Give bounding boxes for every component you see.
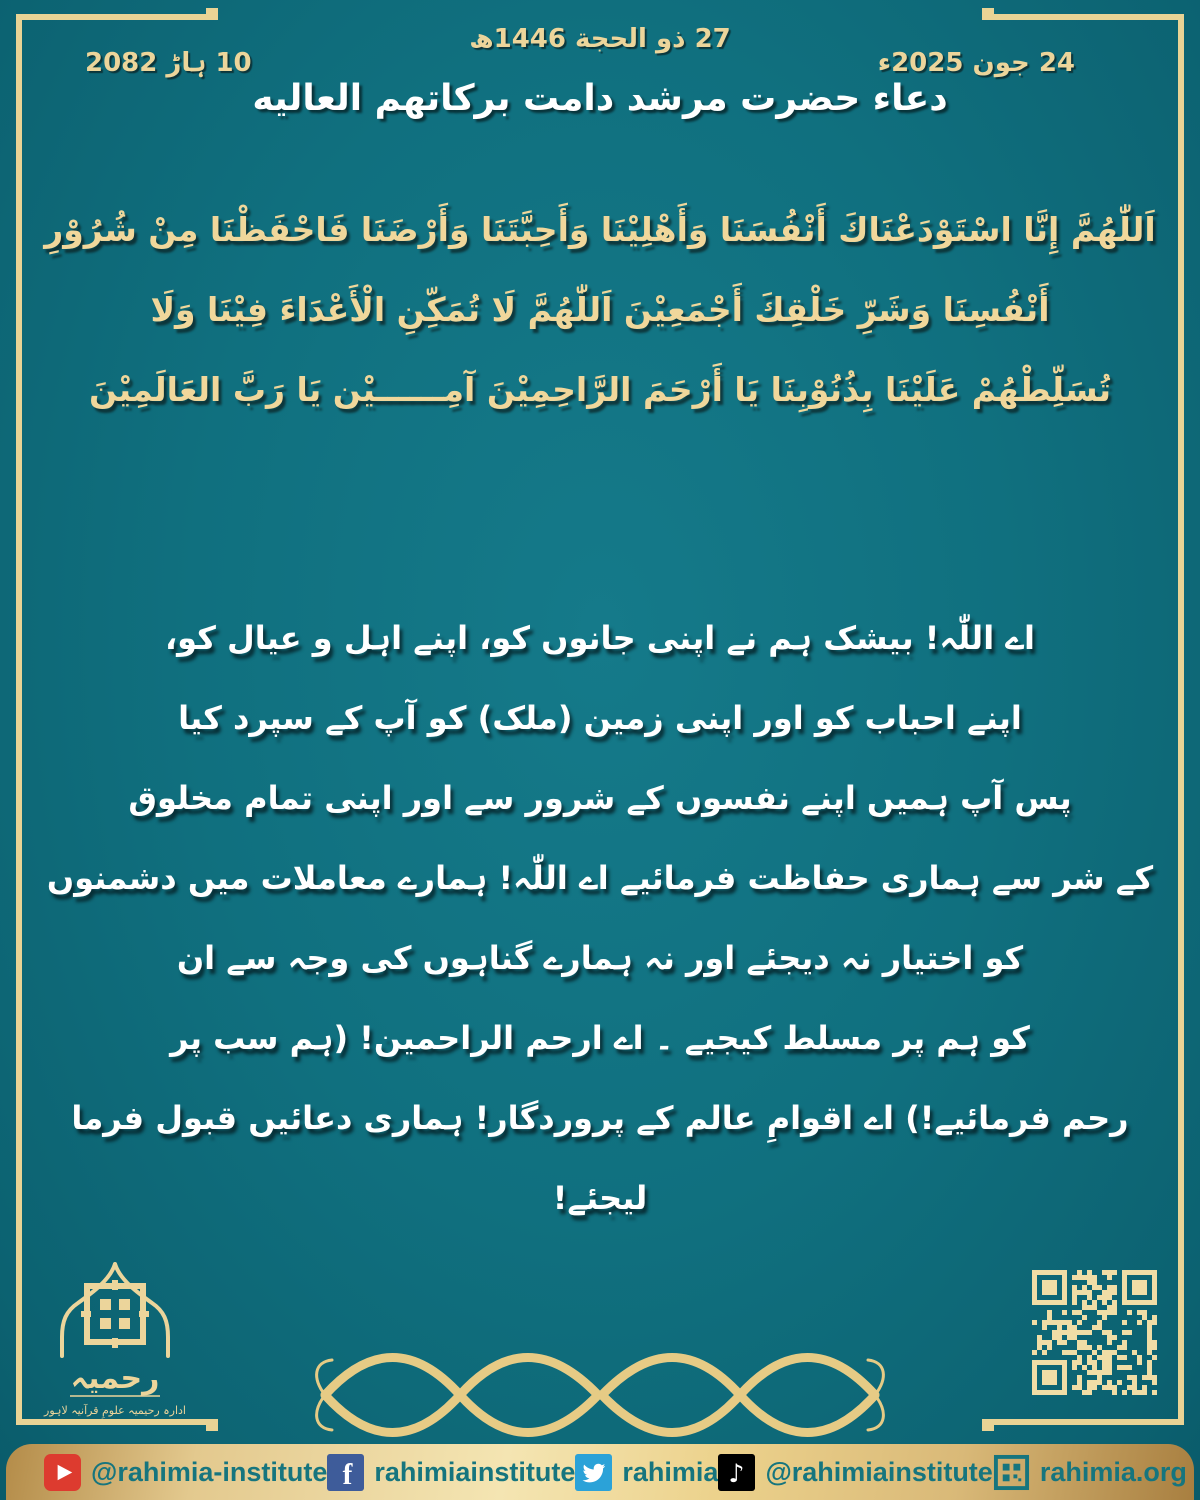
frame-cap <box>982 1425 994 1431</box>
social-item-tiktok[interactable] <box>718 1454 992 1491</box>
social-item-youtube[interactable] <box>44 1454 327 1491</box>
social-item-website[interactable] <box>993 1454 1187 1491</box>
qr-web-icon <box>993 1454 1030 1491</box>
twitter-icon <box>575 1454 612 1491</box>
arabic-dua-block <box>0 190 1200 430</box>
social-handle: rahimia.org <box>1039 1456 1187 1487</box>
frame-cap <box>206 8 218 14</box>
social-handle: rahimia <box>622 1456 719 1487</box>
svg-text:♪: ♪ <box>728 1458 746 1488</box>
hijri-date: 27 ذو الحجة 1446ھ <box>469 24 731 54</box>
frame-top-left-border <box>16 14 218 20</box>
kufic-square-icon <box>81 1280 149 1348</box>
social-footer-bar <box>6 1444 1194 1500</box>
urdu-line: لیجئے! <box>552 1179 648 1217</box>
social-item-facebook[interactable] <box>327 1454 575 1491</box>
social-handle: @rahimiainstitute <box>765 1456 993 1487</box>
urdu-line: کو اختیار نہ دیجئے اور نہ ہمارے گناہوں کی وجہ سے ان <box>176 939 1024 977</box>
tiktok-icon <box>718 1454 755 1491</box>
urdu-line: کو ہم پر مسلط کیجیے ۔ اے ارحم الراحمین! (ہم سب پر <box>170 1019 1030 1057</box>
bikrami-date: 10 ہاڑ 2082 <box>85 48 252 78</box>
arabic-dua-line: أَنْفُسِنَا وَشَرِّ خَلْقِكَ أَجْمَعِيْنَ اَللّٰهُمَّ لَا تُمَكِّنِ الْأَعْدَاءَ فِيْنَا وَلَا <box>150 290 1050 329</box>
qr-code[interactable] <box>1032 1270 1157 1395</box>
social-handle: @rahimia-institute <box>91 1456 328 1487</box>
urdu-line: اے اللّٰہ! بیشک ہم نے اپنی جانوں کو، اپنے اہل و عیال کو، <box>164 619 1036 657</box>
svg-text:f: f <box>342 1458 353 1491</box>
social-item-twitter[interactable] <box>575 1454 718 1491</box>
frame-top-right-border <box>982 14 1184 20</box>
rahimia-logo <box>40 1258 190 1430</box>
urdu-line: پس آپ ہمیں اپنے نفسوں کے شرور سے اور اپنی تمام مخلوق <box>128 779 1072 817</box>
logo-name: رحمیہ <box>70 1361 160 1396</box>
logo-subtitle: ادارہ رحیمیہ علومِ قرآنیہ لاہور <box>44 1404 186 1417</box>
arabic-dua-line: اَللّٰهُمَّ إِنَّا اسْتَوْدَعْنَاكَ أَنْفُسَنَا وَأَهْلِيْنَا وَأَحِبَّتَنَا وَأَرْضَنَا فَاحْفَظْنَا مِنْ شُرُوْرِ <box>44 210 1156 249</box>
frame-cap <box>982 8 994 14</box>
youtube-icon <box>44 1454 81 1491</box>
arabic-dua-line: تُسَلِّطْهُمْ عَلَيْنَا بِذُنُوْبِنَا يَا أَرْحَمَ الرَّاحِمِيْنَ آمِــــــيْن يَا رَبَّ العَالَمِيْنَ <box>88 370 1112 409</box>
urdu-line: رحم فرمائیے!) اے اقوامِ عالم کے پروردگار! ہماری دعائیں قبول فرما <box>71 1099 1129 1137</box>
poster-title: دعاء حضرت مرشد دامت برکاتهم العاليه <box>252 78 948 119</box>
urdu-line: اپنے احباب کو اور اپنی زمین (ملک) کو آپ کے سپرد کیا <box>178 699 1022 737</box>
frame-cap <box>206 1425 218 1431</box>
frame-bottom-right-border <box>982 1419 1184 1425</box>
urdu-line: کے شر سے ہماری حفاظت فرمائیے اے اللّٰہ! ہمارے معاملات میں دشمنوں <box>46 859 1154 897</box>
gregorian-date: 24 جون 2025ء <box>877 48 1075 78</box>
urdu-translation-block <box>0 598 1200 1238</box>
facebook-icon <box>327 1454 364 1491</box>
social-handle: rahimiainstitute <box>374 1456 576 1487</box>
flourish-ornament-icon <box>300 1350 900 1440</box>
